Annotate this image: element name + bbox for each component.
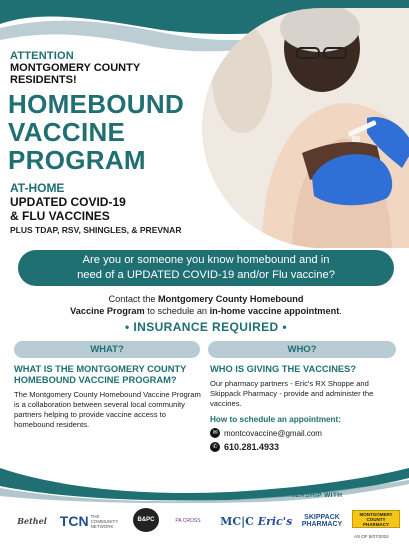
bethel-logo: Bethel [17, 516, 47, 526]
schedule-label: How to schedule an appointment: [210, 415, 342, 424]
contact-instructions [14, 293, 398, 317]
contact-in-home-appointment: in-home vaccine appointment [209, 306, 340, 316]
skippack-pharmacy-logo [298, 508, 346, 534]
bullet-dot-icon: • [125, 320, 130, 334]
cross-logo: PA CROSS [175, 518, 201, 524]
question-banner [18, 250, 394, 286]
tcn-logo [59, 508, 119, 534]
mcc-logo: MC|C [220, 514, 254, 528]
email-icon: ✉ [210, 428, 220, 438]
what-body: The Montgomery County Homebound Vaccine Program is a collaboration between several local community partners helping to provide vaccine access to homebound residents. [14, 390, 201, 429]
flu-vaccines-label: & FLU VACCINES [10, 209, 110, 223]
contact-program-name-1: Montgomery County Homebound [158, 294, 304, 304]
erics-logo: Eric's [257, 514, 293, 528]
who-pill: WHO? [208, 341, 396, 358]
attention-residents: RESIDENTS! [10, 74, 77, 86]
partnership-label: IN PARTNERSHIP WITH [262, 492, 343, 499]
what-column [14, 364, 202, 430]
who-body: Our pharmacy partners - Eric's RX Shoppe and Skippack Pharmacy - provide and administer the vaccines. [210, 379, 374, 408]
tcn-logo-text: TCN [59, 513, 89, 529]
banner-line-1: Are you or someone you know homebound and in [82, 254, 330, 266]
contact-end: . [339, 306, 342, 316]
title-line-2: VACCINE [8, 117, 126, 147]
attention-county: MONTGOMERY COUNTY [10, 62, 141, 74]
at-home-subheading [10, 181, 220, 236]
additional-vaccines-label: PLUS TDAP, RSV, SHINGLES, & PREVNAR [10, 225, 182, 235]
bullet-dot-icon: • [282, 320, 287, 334]
attention-header [10, 50, 210, 86]
updated-covid-label: UPDATED COVID-19 [10, 195, 126, 209]
phone-icon: ✆ [210, 442, 220, 452]
insurance-label: INSURANCE REQUIRED [133, 320, 279, 334]
skippack-logo-line-1: SKIPPACK [304, 514, 340, 521]
phone-number[interactable]: 610.281.4933 [224, 442, 280, 452]
email-address[interactable]: montcovaccine@gmail.com [224, 428, 322, 438]
what-heading: WHAT IS THE MONTGOMERY COUNTY HOMEBOUND VACCINE PROGRAM? [14, 364, 187, 385]
who-column [210, 364, 400, 452]
email-row[interactable] [210, 428, 400, 438]
skippack-logo-line-2: PHARMACY [301, 521, 343, 528]
contact-program-name-2: Vaccine Program [70, 306, 145, 316]
partner-logos [8, 508, 403, 536]
montco-pharmacy-logo: MONTGOMERY COUNTY PHARMACY [352, 510, 400, 528]
tcn-logo-subtext: THE COMMUNITY NETWORK [90, 513, 119, 529]
insurance-required [14, 320, 398, 334]
program-title [8, 90, 213, 174]
attention-label: ATTENTION [10, 50, 74, 62]
as-of-date: AS OF 8/07/2024 [354, 534, 389, 539]
phone-row[interactable] [210, 442, 400, 452]
contact-mid: to schedule an [144, 306, 210, 316]
bpc-logo: B&PC [133, 508, 159, 532]
title-line-3: PROGRAM [8, 145, 146, 175]
bottom-swoosh-decoration [0, 458, 409, 504]
who-heading: WHO IS GIVING THE VACCINES? [210, 364, 357, 374]
what-pill: WHAT? [14, 341, 200, 358]
banner-line-2: need of a UPDATED COVID-19 and/or Flu vaccine? [77, 269, 335, 281]
title-line-1: HOMEBOUND [8, 89, 185, 119]
at-home-label: AT-HOME [10, 181, 65, 195]
contact-pre: Contact the [108, 294, 159, 304]
